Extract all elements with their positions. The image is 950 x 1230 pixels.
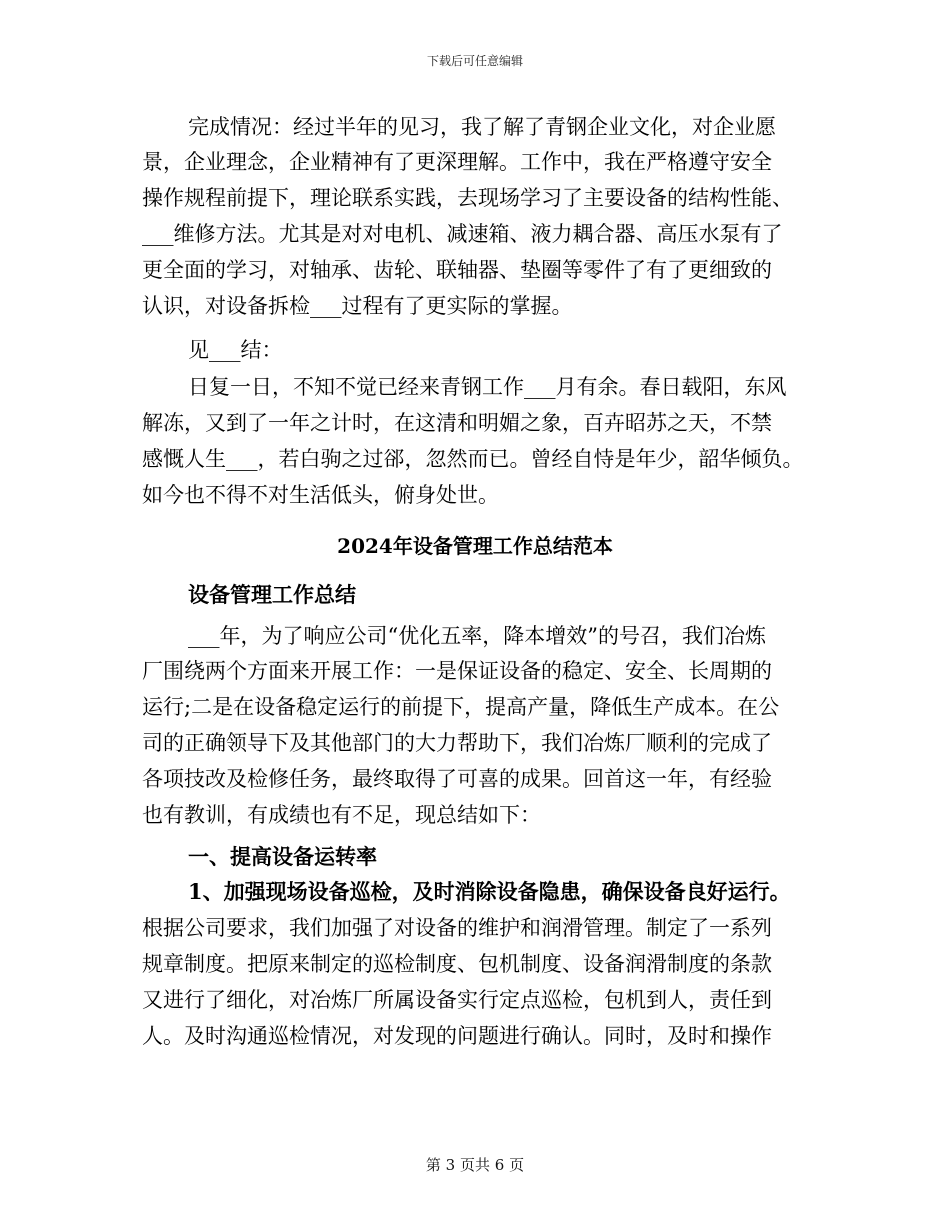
paragraph-line: 规章制度。把原来制定的巡检制度、包机制度、设备润滑制度的条款 <box>142 952 772 976</box>
paragraph-line: 日复一日，不知不觉已经来青钢工作___月有余。春日载阳，东风 <box>188 375 787 399</box>
subsection-heading: 1、加强现场设备巡检，及时消除设备隐患，确保设备良好运行。 <box>188 879 791 904</box>
paragraph-line: 运行;二是在设备稳定运行的前提下，提高产量，降低生产成本。在公 <box>142 695 780 719</box>
page-footer: 第 3 页共 6 页 <box>425 1156 525 1174</box>
document-title: 2024年设备管理工作总结范本 <box>337 534 613 558</box>
paragraph-line: 也有教训，有成绩也有不足，现总结如下： <box>142 803 541 827</box>
section-heading: 设备管理工作总结 <box>188 582 356 607</box>
paragraph-line: 解冻，又到了一年之计时，在这清和明媚之象，百卉昭苏之天，不禁 <box>142 411 772 435</box>
paragraph-line: 景，企业理念，企业精神有了更深理解。工作中，我在严格遵守安全 <box>142 150 772 174</box>
paragraph-line: 人。及时沟通巡检情况，对发现的问题进行确认。同时，及时和操作 <box>142 1024 772 1048</box>
paragraph-line: 如今也不得不对生活低头，俯身处世。 <box>142 483 499 507</box>
paragraph-line: 厂围绕两个方面来开展工作：一是保证设备的稳定、安全、长周期的 <box>142 659 772 683</box>
paragraph-line: 司的正确领导下及其他部门的大力帮助下，我们冶炼厂顺利的完成了 <box>142 731 772 755</box>
page-header: 下载后可任意编辑 <box>426 54 523 68</box>
paragraph-line: 各项技改及检修任务，最终取得了可喜的成果。回首这一年，有经验 <box>142 767 772 791</box>
section-label: 见___结： <box>188 338 283 362</box>
paragraph-line: 操作规程前提下，理论联系实践，去现场学习了主要设备的结构性能、 <box>142 186 793 210</box>
section-heading: 一、提高设备运转率 <box>188 844 377 869</box>
paragraph-line: ___维修方法。尤其是对对电机、减速箱、液力耦合器、高压水泵有了 <box>142 222 783 246</box>
paragraph-line: 更全面的学习，对轴承、齿轮、联轴器、垫圈等零件了有了更细致的 <box>142 258 772 282</box>
paragraph-line: 认识，对设备拆检___过程有了更实际的掌握。 <box>142 294 573 318</box>
paragraph-line: 根据公司要求，我们加强了对设备的维护和润滑管理。制定了一系列 <box>142 916 772 940</box>
paragraph-line: ___年，为了响应公司“优化五率，降本增效”的号召，我们冶炼 <box>188 624 766 648</box>
paragraph-line: 完成情况：经过半年的见习，我了解了青钢企业文化，对企业愿 <box>188 115 776 139</box>
paragraph-line: 感慨人生___，若白驹之过郤，忽然而已。曾经自恃是年少，韶华倾负。 <box>142 447 804 471</box>
paragraph-line: 又进行了细化，对冶炼厂所属设备实行定点巡检，包机到人，责任到 <box>142 988 772 1012</box>
